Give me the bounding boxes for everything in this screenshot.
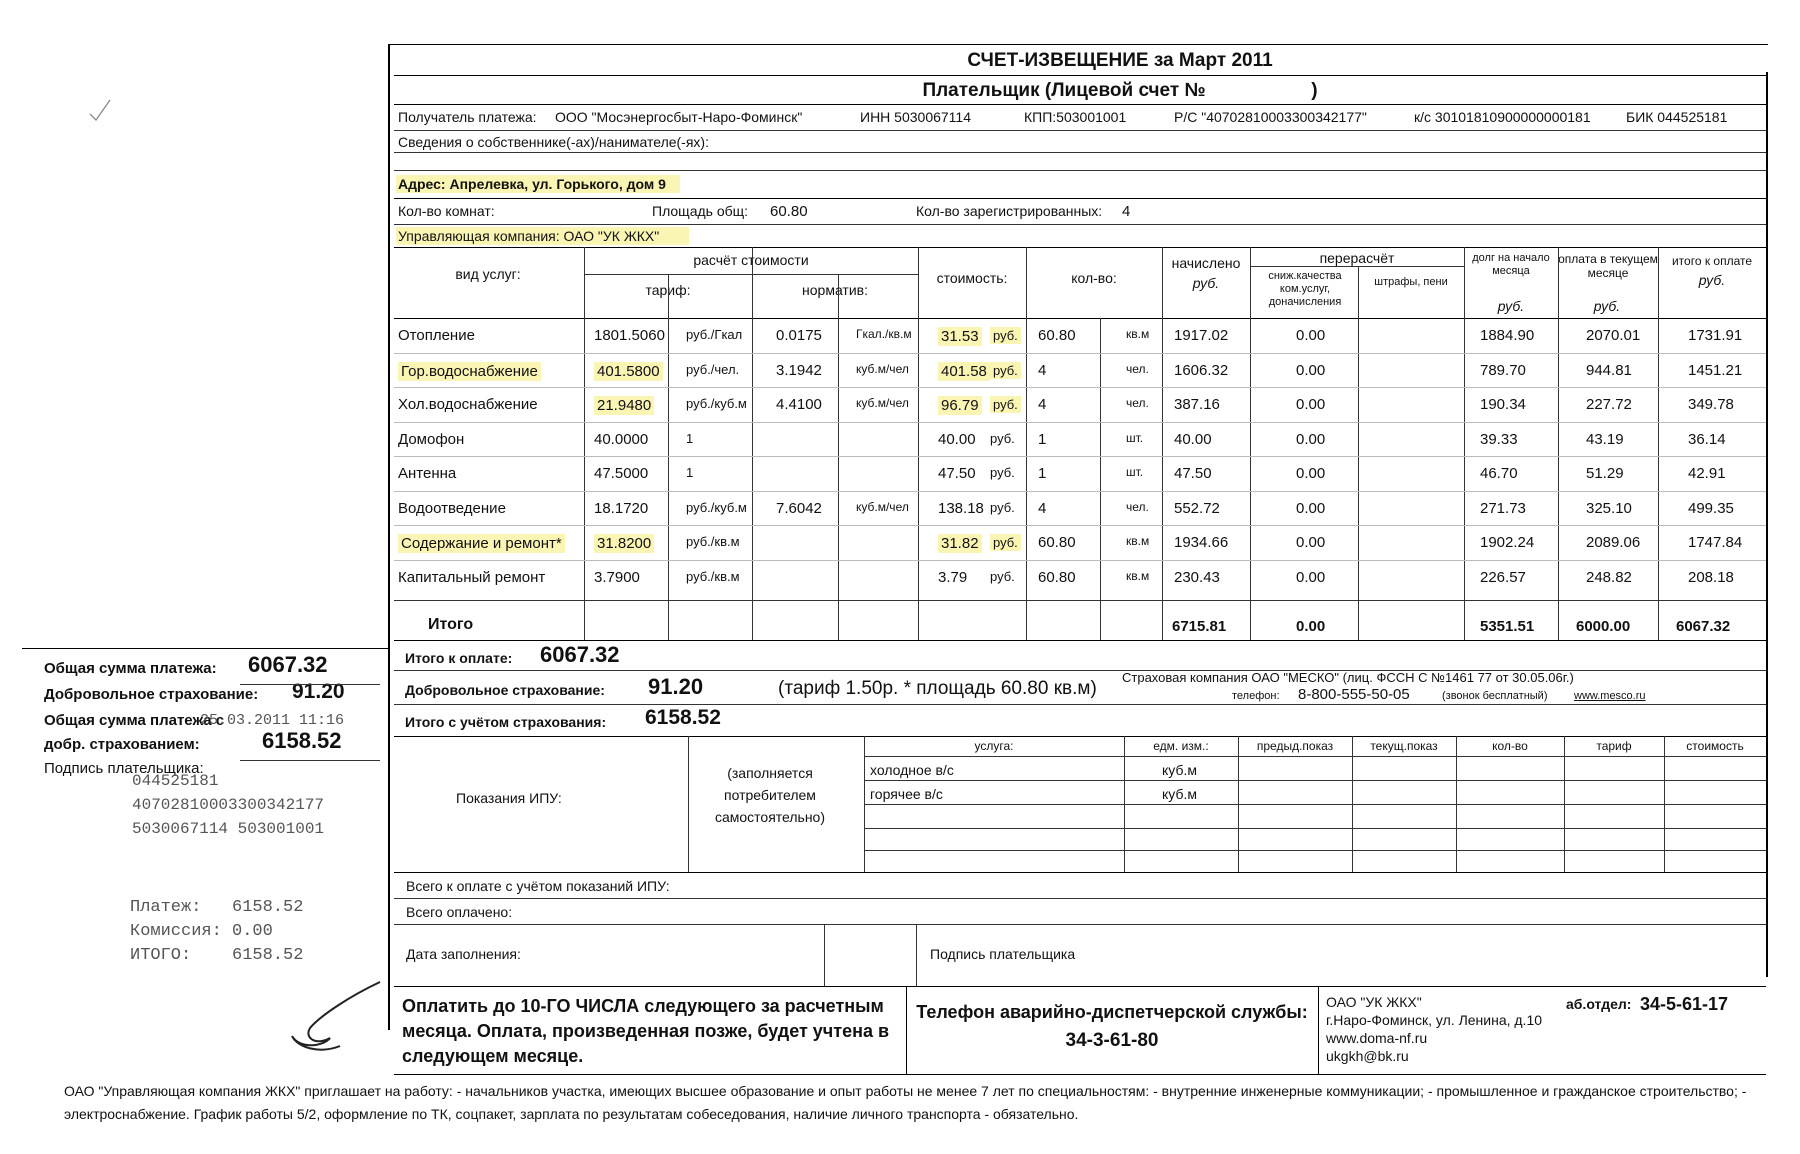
table-cell-debt: 1884.90	[1480, 327, 1535, 344]
table-cell-charged: 387.16	[1174, 396, 1220, 413]
table-cell-qunit: шт.	[1126, 465, 1144, 479]
contact-address: г.Наро-Фоминск, ул. Ленина, д.10	[1326, 1012, 1543, 1028]
table-cell-charged: 230.43	[1174, 568, 1220, 586]
pay-notice: Оплатить до 10-ГО ЧИСЛА следующего за расчетным месяца. Оплата, произведенная позже, будет учтена в следующем месяце.	[402, 996, 890, 1066]
table-cell-debt: 789.70	[1480, 361, 1526, 379]
table-grid-line	[1162, 247, 1163, 640]
table-cell-norm: 7.6042	[776, 499, 822, 517]
receipt-insurance-value: 91.20	[292, 680, 345, 703]
table-cell-tunit: руб./Гкал	[686, 327, 743, 342]
table-cell-nunit: Гкал./кв.м	[856, 327, 912, 341]
col-calc-header: расчёт стоимости	[693, 252, 809, 268]
col-paid-header: оплата в текущем месяце	[1558, 252, 1658, 280]
table-cell-paid: 944.81	[1586, 361, 1632, 379]
owner-label: Сведения о собственнике(-ах)/нанимателе(-ях):	[398, 134, 709, 150]
table-cell-debt: 190.34	[1480, 396, 1526, 413]
recipient-ks: к/с 30101810900000000181	[1414, 109, 1591, 125]
table-row-line	[394, 456, 1766, 457]
ipu-unit-header: едм. изм.:	[1153, 739, 1209, 753]
total-ipu-label: Всего к оплате с учётом показаний ИПУ:	[406, 878, 670, 894]
recipient-label: Получатель платежа:	[398, 109, 537, 125]
table-cell-total: 208.18	[1688, 568, 1734, 586]
table-cell-qunit: чел.	[1126, 361, 1149, 376]
table-cell-paid: 325.10	[1586, 499, 1632, 517]
table-row-line	[394, 353, 1766, 354]
table-cell-name: Отопление	[398, 327, 475, 344]
table-cell-cunit: руб.	[990, 362, 1021, 379]
table-cell-name: Хол.водоснабжение	[398, 396, 538, 413]
table-cell-paid: 227.72	[1586, 396, 1632, 413]
insurance-phone-label: телефон:	[1232, 690, 1280, 702]
emergency-phone: 34-3-61-80	[1065, 1030, 1159, 1051]
table-cell-norm: 4.4100	[776, 396, 822, 413]
table-cell-total: 1747.84	[1688, 534, 1743, 551]
stamp-inn-kpp: 5030067114 503001001	[132, 820, 325, 838]
table-cell-cunit: руб.	[990, 534, 1021, 551]
to-pay-label: Итого к оплате:	[405, 650, 513, 666]
totals-paid: 6000.00	[1576, 618, 1631, 635]
ipu-cur-header: текущ.показ	[1370, 739, 1438, 753]
table-cell-qunit: шт.	[1126, 430, 1144, 445]
table-cell-norm: 3.1942	[776, 361, 822, 379]
totals-charged: 6715.81	[1172, 618, 1227, 635]
area-label: Площадь общ:	[652, 203, 749, 219]
col-recalc-header: перерасчёт	[1319, 250, 1395, 266]
table-cell-recalc: 0.00	[1296, 327, 1326, 344]
table-grid-line	[668, 274, 669, 640]
table-cell-paid: 248.82	[1586, 568, 1632, 586]
totals-recalc: 0.00	[1296, 618, 1326, 635]
receipt-sum2-label2: добр. страхованием:	[44, 736, 200, 753]
table-grid-line	[1026, 247, 1027, 640]
ipu-service-header: услуга:	[974, 739, 1014, 753]
table-cell-paid: 2070.01	[1586, 327, 1641, 344]
table-cell-paid: 43.19	[1586, 430, 1624, 448]
recipient-kpp: КПП:503001001	[1024, 109, 1127, 125]
table-cell-recalc: 0.00	[1296, 499, 1326, 517]
table-grid-line	[1464, 247, 1465, 640]
col-fines-header: штрафы, пени	[1374, 276, 1448, 288]
col-cost-header: стоимость:	[936, 270, 1008, 286]
table-grid-line	[1658, 247, 1659, 640]
table-cell-tunit: руб./куб.м	[686, 499, 747, 515]
table-cell-qunit: чел.	[1126, 396, 1149, 410]
dept-phone: 34-5-61-17	[1640, 994, 1729, 1014]
table-row-line	[394, 491, 1766, 492]
table-cell-qty: 60.80	[1038, 534, 1076, 551]
table-grid-line	[584, 247, 585, 640]
col-total-header: итого к оплате	[1671, 254, 1753, 268]
table-cell-total: 349.78	[1688, 396, 1734, 413]
col-service-header: вид услуг:	[455, 266, 521, 282]
with-insurance-label: Итого с учётом страхования:	[405, 714, 607, 730]
recipient-rs: Р/С "40702810003300342177"	[1174, 109, 1367, 125]
table-cell-recalc: 0.00	[1296, 361, 1326, 379]
table-cell-tunit: руб./кв.м	[686, 568, 740, 584]
table-cell-qunit: кв.м	[1126, 327, 1150, 341]
footer-announcement: ОАО "Управляющая компания ЖКХ" приглашает на работу: - начальников участка, имеющих высшее образование и опыт работы не менее 7 лет по специальностям: - внутренние инженерные коммуникации; - промышленное и гражданское строительство; - электроснабжение. График работы 5/2, оформление по ТК, соцпакет, зарплата по результатам собеседования, наличие личного транспорта - обязательно.	[64, 1083, 1747, 1122]
table-cell-charged: 552.72	[1174, 499, 1220, 517]
ipu-prev-header: предыд.показ	[1256, 739, 1334, 753]
recipient-inn: ИНН 5030067114	[860, 109, 971, 125]
table-cell-name: Домофон	[398, 430, 465, 448]
table-cell-cunit: руб.	[990, 568, 1015, 584]
table-row-line	[394, 560, 1766, 561]
rooms-label: Кол-во комнат:	[398, 203, 495, 219]
table-cell-nunit: куб.м/чел	[856, 499, 909, 514]
table-cell-total: 42.91	[1688, 465, 1726, 482]
table-cell-paid: 2089.06	[1586, 534, 1641, 551]
tick-mark	[86, 94, 116, 124]
table-cell-cost: 138.18	[938, 499, 984, 517]
stamp-total: 6158.52	[232, 946, 304, 965]
insurance-free-call: (звонок бесплатный)	[1442, 690, 1548, 702]
ipu-row-hot-unit: куб.м	[1162, 786, 1197, 802]
recipient-name: ООО "Мосэнергосбыт-Наро-Фоминск"	[555, 109, 803, 125]
insurance-site-link[interactable]: www.mesco.ru	[1574, 690, 1646, 702]
registered-value: 4	[1122, 203, 1131, 220]
ipu-row-hot-service: горячее в/с	[870, 786, 943, 802]
table-cell-nunit: куб.м/чел	[856, 396, 909, 410]
table-cell-cunit: руб.	[990, 396, 1021, 413]
table-cell-qunit: чел.	[1126, 499, 1149, 514]
table-cell-cunit: руб.	[990, 327, 1021, 344]
insurance-company: Страховая компания ОАО "МЕСКО" (лиц. ФССН С №1461 77 от 30.05.06г.)	[1122, 670, 1574, 685]
table-row-line	[394, 387, 1766, 388]
table-cell-tariff: 18.1720	[594, 499, 649, 517]
table-cell-tunit: 1	[686, 465, 694, 480]
table-grid-line	[1358, 266, 1359, 640]
payer-account: Плательщик (Лицевой счет № )	[922, 80, 1318, 101]
table-grid-line	[752, 247, 753, 640]
insurance-phone: 8-800-555-50-05	[1298, 686, 1410, 703]
table-cell-tariff: 401.5800	[594, 362, 663, 381]
table-cell-total: 1451.21	[1688, 361, 1743, 379]
stamp-pay: 6158.52	[232, 898, 304, 917]
management-company: Управляющая компания: ОАО "УК ЖКХ"	[396, 227, 689, 245]
table-cell-total: 1731.91	[1688, 327, 1743, 344]
stamp-date: 25.03.2011 11:16	[200, 712, 345, 729]
stamp-total-label: ИТОГО:	[130, 946, 192, 965]
receipt-sum2-value: 6158.52	[262, 728, 342, 753]
signature-scribble	[280, 976, 390, 1056]
fill-date-label: Дата заполнения:	[406, 946, 521, 962]
table-cell-charged: 47.50	[1174, 465, 1212, 482]
ipu-tariff-header: тариф	[1596, 739, 1632, 753]
dept-label: аб.отдел:	[1566, 996, 1632, 1012]
table-cell-recalc: 0.00	[1296, 568, 1326, 586]
ipu-row-cold-unit: куб.м	[1162, 762, 1197, 778]
with-insurance-value: 6158.52	[645, 706, 721, 729]
receipt-sign-label: Подпись плательщика:	[44, 760, 204, 777]
col-tariff-header: тариф:	[645, 282, 691, 298]
table-cell-charged: 1934.66	[1174, 534, 1229, 551]
col-total-rub: руб.	[1698, 272, 1726, 288]
table-cell-cost: 401.58	[938, 362, 990, 381]
totals-debt: 5351.51	[1480, 618, 1535, 635]
insurance-label: Добровольное страхование:	[405, 682, 605, 698]
page-title: СЧЕТ-ИЗВЕЩЕНИЕ за Март 2011	[967, 50, 1273, 71]
table-grid-line	[1100, 318, 1101, 640]
table-cell-cunit: руб.	[990, 465, 1015, 480]
ipu-row-cold-service: холодное в/с	[870, 762, 954, 778]
table-grid-line	[1558, 247, 1559, 640]
table-cell-tariff: 31.8200	[594, 534, 654, 553]
insurance-value: 91.20	[648, 674, 704, 699]
stamp-rs: 40702810003300342177	[132, 796, 325, 814]
totals-total: 6067.32	[1676, 618, 1731, 635]
table-cell-recalc: 0.00	[1296, 396, 1326, 413]
table-cell-total: 36.14	[1688, 430, 1726, 448]
receipt-sum2-label: Общая сумма платежа с	[44, 712, 225, 729]
table-cell-recalc: 0.00	[1296, 465, 1326, 482]
table-cell-norm: 0.0175	[776, 327, 822, 344]
stamp-pay-label: Платеж:	[130, 898, 202, 917]
ipu-note: (заполняется потребителем самостоятельно)	[714, 765, 826, 825]
table-cell-cost: 3.79	[938, 568, 968, 586]
table-cell-debt: 226.57	[1480, 568, 1526, 586]
table-cell-charged: 1606.32	[1174, 361, 1229, 379]
contact-site-link[interactable]: www.doma-nf.ru	[1326, 1030, 1428, 1046]
table-cell-paid: 51.29	[1586, 465, 1624, 482]
registered-label: Кол-во зарегистрированных:	[916, 203, 1103, 219]
table-cell-tunit: руб./куб.м	[686, 396, 747, 411]
table-cell-cost: 96.79	[938, 396, 982, 415]
emergency-label: Телефон аварийно-диспетчерской службы:	[916, 1002, 1308, 1022]
contact-company: ОАО "УК ЖКХ"	[1326, 994, 1422, 1010]
table-cell-total: 499.35	[1688, 499, 1734, 517]
table-cell-debt: 46.70	[1480, 465, 1518, 482]
table-cell-qty: 60.80	[1038, 327, 1076, 344]
table-cell-tariff: 3.7900	[594, 568, 640, 586]
table-grid-line	[838, 274, 839, 640]
total-paid-label: Всего оплачено:	[406, 904, 513, 920]
col-quality-header: сниж.качества ком.услуг, доначисления	[1268, 270, 1342, 308]
payer-sign-label: Подпись плательщика	[930, 946, 1076, 962]
table-cell-tariff: 47.5000	[594, 465, 649, 482]
table-cell-qty: 4	[1038, 361, 1047, 379]
table-cell-name: Капитальный ремонт	[398, 568, 546, 586]
table-cell-debt: 39.33	[1480, 430, 1518, 448]
table-cell-recalc: 0.00	[1296, 534, 1326, 551]
table-cell-cunit: руб.	[990, 430, 1015, 446]
table-cell-cost: 40.00	[938, 430, 976, 448]
ipu-qty-header: кол-во	[1492, 739, 1528, 753]
table-cell-qty: 60.80	[1038, 568, 1076, 586]
receipt-insurance-label: Добровольное страхование:	[44, 686, 259, 703]
table-row-line	[394, 525, 1766, 526]
totals-label: Итого	[428, 616, 474, 633]
table-row-line	[394, 422, 1766, 423]
table-cell-tariff: 40.0000	[594, 430, 649, 448]
table-cell-tunit: 1	[686, 430, 694, 446]
col-debt-header: долг на начало месяца	[1472, 252, 1550, 277]
table-cell-qty: 4	[1038, 396, 1047, 413]
to-pay-value: 6067.32	[540, 642, 620, 667]
ipu-cost-header: стоимость	[1686, 739, 1744, 753]
table-cell-name: Водоотведение	[398, 499, 506, 517]
col-norm-header: норматив:	[802, 282, 868, 298]
table-cell-recalc: 0.00	[1296, 430, 1326, 448]
table-cell-tunit: руб./чел.	[686, 361, 740, 377]
table-cell-qunit: кв.м	[1126, 534, 1150, 548]
stamp-fee: 0.00	[232, 922, 273, 941]
area-value: 60.80	[770, 203, 808, 220]
col-debt-rub: руб.	[1497, 298, 1525, 314]
col-charged-header: начислено	[1171, 255, 1241, 271]
table-cell-name: Гор.водоснабжение	[398, 362, 541, 381]
table-cell-qunit: кв.м	[1126, 568, 1150, 583]
receipt-sum-value: 6067.32	[248, 652, 328, 677]
insurance-formula: (тариф 1.50р. * площадь 60.80 кв.м)	[778, 678, 1097, 699]
table-cell-charged: 1917.02	[1174, 327, 1229, 344]
col-paid-rub: руб.	[1593, 298, 1621, 314]
table-grid-line	[918, 247, 919, 640]
receipt-sum-label: Общая сумма платежа:	[44, 660, 217, 677]
table-cell-debt: 271.73	[1480, 499, 1526, 517]
address: Адрес: Апрелевка, ул. Горького, дом 9	[396, 175, 680, 193]
table-cell-qty: 4	[1038, 499, 1047, 517]
table-cell-charged: 40.00	[1174, 430, 1212, 448]
table-grid-line	[1250, 247, 1251, 640]
table-cell-name: Антенна	[398, 465, 457, 482]
table-cell-tariff: 21.9480	[594, 396, 654, 415]
table-cell-cost: 47.50	[938, 465, 976, 482]
ipu-label: Показания ИПУ:	[456, 790, 562, 806]
col-charged-rub: руб.	[1192, 275, 1220, 291]
col-qty-header: кол-во:	[1071, 270, 1117, 286]
table-cell-cost: 31.82	[938, 534, 982, 553]
table-cell-name: Содержание и ремонт*	[398, 534, 565, 553]
table-cell-tariff: 1801.5060	[594, 327, 665, 344]
table-cell-cunit: руб.	[990, 499, 1015, 515]
contact-email-link[interactable]: ukgkh@bk.ru	[1326, 1048, 1409, 1064]
stamp-fee-label: Комиссия:	[130, 922, 222, 941]
stamp-bik: 044525181	[132, 772, 219, 790]
table-cell-nunit: куб.м/чел	[856, 361, 909, 376]
recipient-bik: БИК 044525181	[1626, 109, 1728, 125]
table-cell-qty: 1	[1038, 465, 1047, 482]
table-cell-cost: 31.53	[938, 327, 982, 346]
table-cell-tunit: руб./кв.м	[686, 534, 740, 549]
table-cell-debt: 1902.24	[1480, 534, 1535, 551]
table-cell-qty: 1	[1038, 430, 1047, 448]
